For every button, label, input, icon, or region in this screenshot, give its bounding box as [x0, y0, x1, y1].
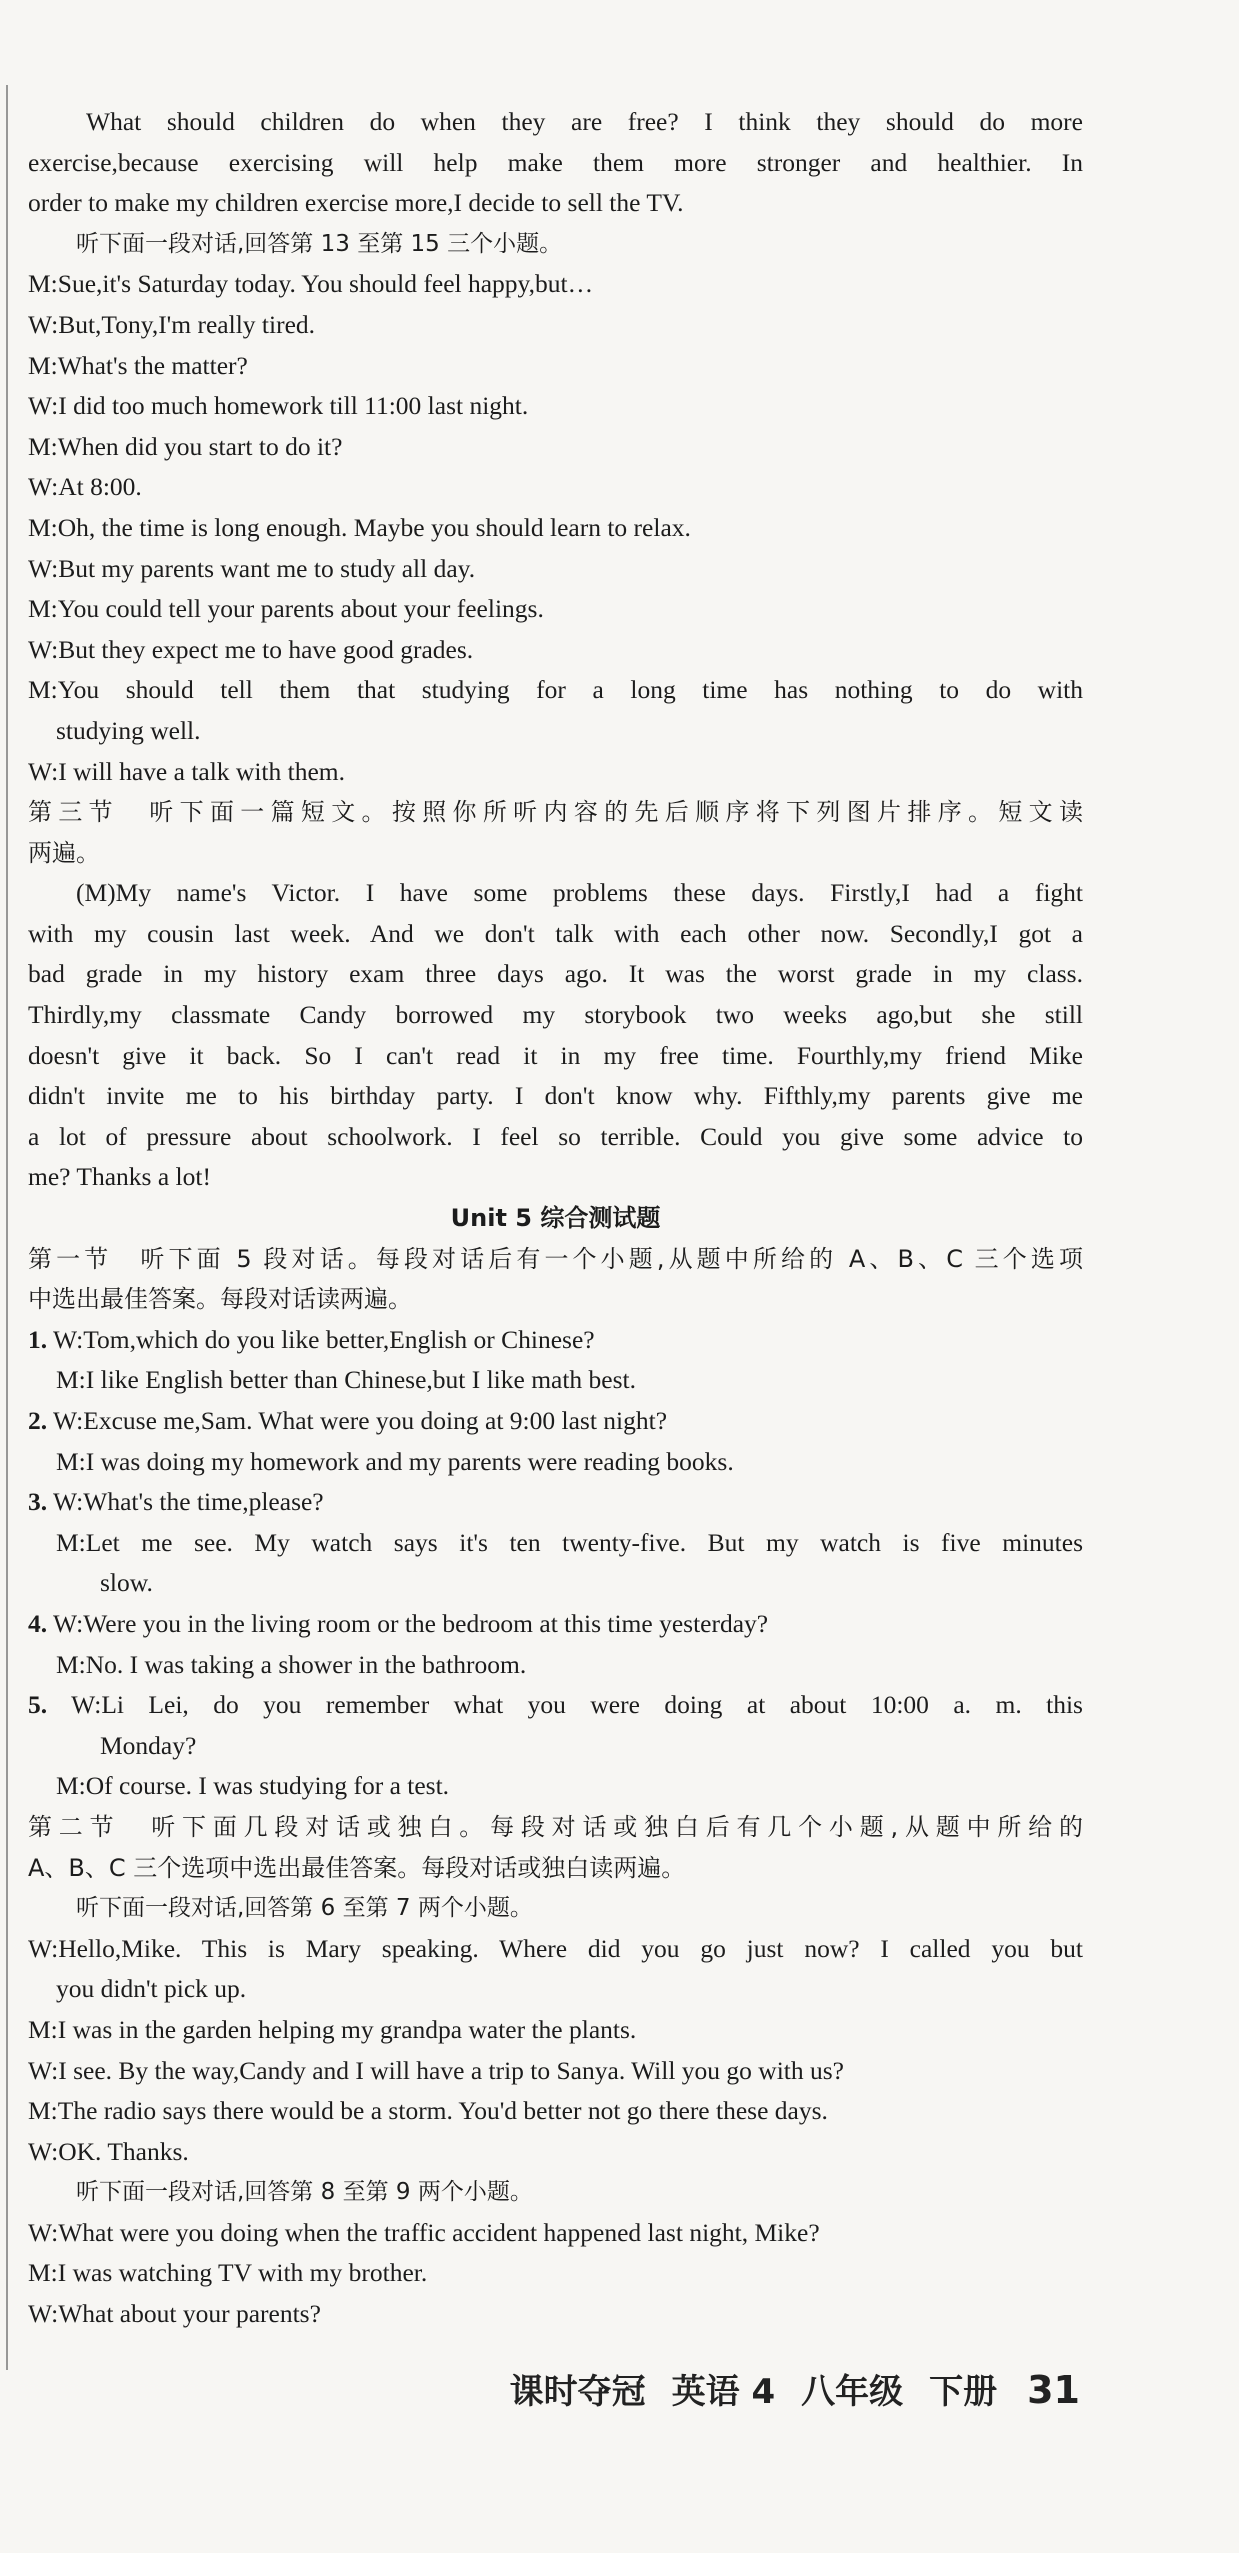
question-number: 5. [28, 1690, 48, 1720]
dialogue-line: slow. [100, 1568, 153, 1598]
dialogue-line: W:At 8:00. [28, 472, 142, 502]
dialogue-line: W:I will have a talk with them. [28, 756, 346, 786]
question-text: W:Li Lei, do you remember what you were doing at about 10:00 a. m. this [71, 1690, 1083, 1720]
dialogue-line: Monday? [100, 1730, 197, 1760]
page-number: 31 [1027, 2368, 1080, 2412]
paragraph-line: exercise,because exercising will help make them more stronger and healthier. In [28, 147, 1083, 177]
dialogue-line: M:Sue,it's Saturday today. You should feel happy,but… [28, 269, 594, 299]
dialogue-line: M:You should tell them that studying for a long time has nothing to do with [28, 675, 1083, 705]
dialogue-line: M:You could tell your parents about your feelings. [28, 594, 544, 624]
question-line [28, 1401, 1083, 1442]
instruction-line: 听下面一段对话,回答第 13 至第 15 三个小题。 [76, 230, 563, 257]
dialogue-line: M:The radio says there would be a storm. You'd better not go there these days. [28, 2096, 828, 2126]
dialogue-line: W:OK. Thanks. [28, 2136, 189, 2166]
section-heading: 第二节 听下面几段对话或独白。每段对话或独白后有几个小题,从题中所给的 [28, 1812, 1083, 1841]
dialogue-line: you didn't pick up. [56, 1974, 247, 2004]
dialogue-line: M:Oh, the time is long enough. Maybe you should learn to relax. [28, 512, 691, 542]
grade-label: 八年级 [801, 2372, 904, 2412]
volume-label: 下册 [929, 2372, 998, 2412]
question-line [28, 1685, 1083, 1726]
instruction-line: 听下面一段对话,回答第 8 至第 9 两个小题。 [76, 2179, 533, 2206]
dialogue-line: M:I like English better than Chinese,but I like math best. [56, 1365, 637, 1395]
dialogue-line: W:But my parents want me to study all day. [28, 553, 476, 583]
question-text: W:Tom,which do you like better,English or Chinese? [53, 1324, 595, 1354]
question-line [28, 1320, 1083, 1361]
dialogue-line: W:But they expect me to have good grades. [28, 634, 474, 664]
dialogue-line: M:No. I was taking a shower in the bathroom. [56, 1649, 527, 1679]
dialogue-line: M:I was watching TV with my brother. [28, 2258, 428, 2288]
page-footer [420, 2364, 1080, 2414]
section-heading: 两遍。 [28, 838, 100, 867]
paragraph-line: a lot of pressure about schoolwork. I feel so terrible. Could you give some advice to [28, 1121, 1083, 1151]
dialogue-line: W:What were you doing when the traffic accident happened last night, Mike? [28, 2217, 820, 2247]
section-heading: A、B、C 三个选项中选出最佳答案。每段对话或独白读两遍。 [28, 1853, 686, 1882]
paragraph-line: bad grade in my history exam three days ago. It was the worst grade in my class. [28, 959, 1083, 989]
paragraph-line: Thirdly,my classmate Candy borrowed my storybook two weeks ago,but she still [28, 1000, 1083, 1030]
dialogue-line: M:Let me see. My watch says it's ten twenty-five. But my watch is five minutes [56, 1527, 1083, 1557]
question-number: 2. [28, 1406, 48, 1435]
dialogue-line: M:I was doing my homework and my parents were reading books. [56, 1446, 734, 1476]
paragraph-line: order to make my children exercise more,I decide to sell the TV. [28, 188, 684, 218]
question-text: W:Excuse me,Sam. What were you doing at 9:00 last night? [53, 1406, 668, 1435]
dialogue-line: W:Hello,Mike. This is Mary speaking. Where did you go just now? I called you but [28, 1933, 1083, 1963]
paragraph-line: me? Thanks a lot! [28, 1162, 211, 1192]
paragraph-line: doesn't give it back. So I can't read it in my free time. Fourthly,my friend Mike [28, 1040, 1083, 1070]
section-heading: 中选出最佳答案。每段对话读两遍。 [28, 1285, 412, 1314]
paragraph-line: What should children do when they are free? I think they should do more [86, 107, 1083, 136]
question-text: W:Were you in the living room or the bedroom at this time yesterday? [53, 1608, 769, 1638]
dialogue-line: M:When did you start to do it? [28, 431, 343, 461]
subject-label: 英语 4 [671, 2372, 776, 2412]
dialogue-line: studying well. [56, 715, 201, 745]
section-heading: 第一节 听下面 5 段对话。每段对话后有一个小题,从题中所给的 A、B、C 三个选项 [28, 1244, 1083, 1273]
question-text: W:What's the time,please? [53, 1487, 324, 1517]
dialogue-line: W:But,Tony,I'm really tired. [28, 309, 316, 339]
paragraph-line: with my cousin last week. And we don't talk with each other now. Secondly,I got a [28, 918, 1083, 948]
question-number: 3. [28, 1487, 48, 1517]
dialogue-line: M:I was in the garden helping my grandpa water the plants. [28, 2014, 637, 2044]
book-title: 课时夺冠 [509, 2372, 646, 2412]
question-line [28, 1604, 1083, 1645]
dialogue-line: W:I see. By the way,Candy and I will have a trip to Sanya. Will you go with us? [28, 2055, 844, 2085]
dialogue-line: W:What about your parents? [28, 2299, 321, 2329]
dialogue-line: M:What's the matter? [28, 350, 248, 380]
paragraph-line: (M)My name's Victor. I have some problems these days. Firstly,I had a fight [76, 878, 1083, 908]
left-margin-rule [6, 85, 8, 2370]
paragraph-line: didn't invite me to his birthday party. I don't know why. Fifthly,my parents give me [28, 1081, 1083, 1111]
question-number: 1. [28, 1324, 48, 1354]
transcript-text [28, 102, 1083, 2335]
unit-title: Unit 5 综合测试题 [450, 1204, 661, 1233]
instruction-line: 听下面一段对话,回答第 6 至第 7 两个小题。 [76, 1895, 533, 1922]
dialogue-line: W:I did too much homework till 11:00 last night. [28, 391, 529, 421]
section-heading: 第三节 听下面一篇短文。按照你所听内容的先后顺序将下列图片排序。短文读 [28, 798, 1083, 827]
question-number: 4. [28, 1608, 48, 1638]
dialogue-line: M:Of course. I was studying for a test. [56, 1771, 450, 1801]
question-line [28, 1482, 1083, 1523]
